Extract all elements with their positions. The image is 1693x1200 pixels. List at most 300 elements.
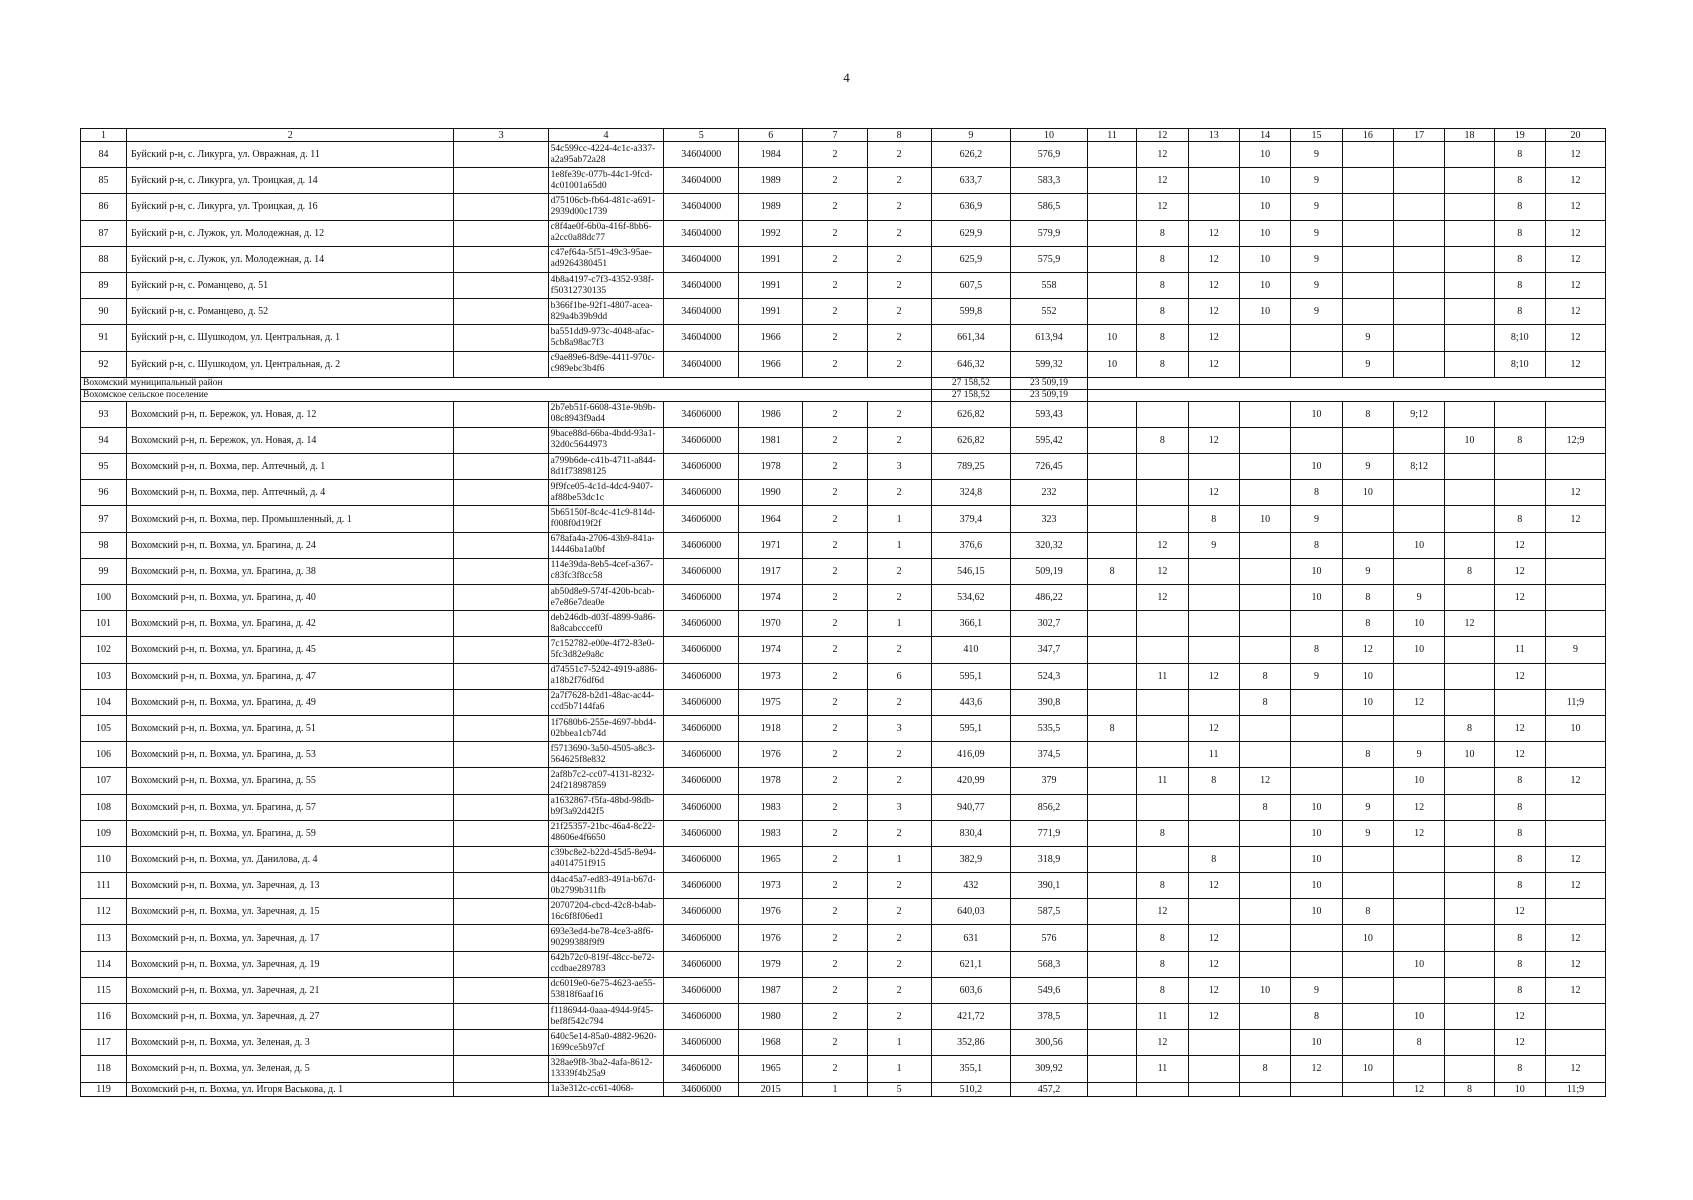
table-cell — [1291, 351, 1342, 377]
oktmo-cell: 34604000 — [664, 325, 739, 351]
table-row — [81, 820, 1606, 846]
table-cell: 2 — [867, 401, 931, 427]
table-cell — [1087, 506, 1136, 532]
table-cell: 8 — [1188, 506, 1239, 532]
living-area-cell: 771,9 — [1010, 820, 1087, 846]
table-cell — [1087, 1004, 1136, 1030]
oktmo-cell: 34604000 — [664, 142, 739, 168]
row-number: 107 — [81, 768, 127, 794]
table-cell — [1445, 1004, 1494, 1030]
total-area-cell: 510,2 — [931, 1082, 1010, 1096]
column-number: 12 — [1137, 129, 1188, 142]
table-cell: 2 — [803, 351, 867, 377]
table-cell — [1445, 925, 1494, 951]
column-number: 16 — [1342, 129, 1393, 142]
total-area-cell: 629,9 — [931, 220, 1010, 246]
address-cell: Вохомский р-н, п. Вохма, ул. Зеленая, д. 3 — [127, 1030, 454, 1056]
table-cell — [1188, 611, 1239, 637]
living-area-cell: 583,3 — [1010, 168, 1087, 194]
table-row — [81, 1056, 1606, 1082]
table-cell — [1188, 689, 1239, 715]
table-cell: 12 — [1545, 272, 1605, 298]
table-cell: 2 — [867, 768, 931, 794]
fias-code-cell: 642b72c0-819f-48cc-be72-ccdbae289783 — [548, 951, 664, 977]
table-cell — [1188, 1056, 1239, 1082]
table-cell — [454, 925, 548, 951]
table-cell — [1291, 611, 1342, 637]
oktmo-cell: 34606000 — [664, 925, 739, 951]
table-cell: 8 — [1394, 1030, 1445, 1056]
table-cell: 8 — [1291, 480, 1342, 506]
district-subtotal-row-living-area: 23 509,19 — [1010, 377, 1087, 389]
row-number: 112 — [81, 899, 127, 925]
table-cell — [454, 951, 548, 977]
table-cell: 11 — [1137, 1056, 1188, 1082]
table-cell — [1239, 454, 1290, 480]
table-cell — [1188, 899, 1239, 925]
table-cell — [1342, 272, 1393, 298]
table-cell — [1394, 899, 1445, 925]
total-area-cell: 626,82 — [931, 427, 1010, 453]
table-cell — [1342, 951, 1393, 977]
column-number: 9 — [931, 129, 1010, 142]
table-row — [81, 1082, 1606, 1096]
oktmo-cell: 34606000 — [664, 401, 739, 427]
living-area-cell: 300,56 — [1010, 1030, 1087, 1056]
column-number: 1 — [81, 129, 127, 142]
table-cell — [1494, 611, 1545, 637]
year-cell: 1964 — [739, 506, 803, 532]
table-row — [81, 168, 1606, 194]
fias-code-cell: 5b65150f-8c4c-41c9-814d-f008f0d19f2f — [548, 506, 664, 532]
fias-code-cell: 678afa4a-2706-43b9-841a-14446ba1a0bf — [548, 532, 664, 558]
table-cell: 2 — [803, 1004, 867, 1030]
year-cell: 1965 — [739, 1056, 803, 1082]
table-cell: 12 — [1394, 1082, 1445, 1096]
table-cell — [1239, 846, 1290, 872]
living-area-cell: 309,92 — [1010, 1056, 1087, 1082]
settlement-subtotal-row-living-area: 23 509,19 — [1010, 389, 1087, 401]
table-cell: 9 — [1342, 820, 1393, 846]
living-area-cell: 599,32 — [1010, 351, 1087, 377]
table-cell: 10 — [1291, 846, 1342, 872]
row-number: 116 — [81, 1004, 127, 1030]
table-cell — [454, 689, 548, 715]
year-cell: 1991 — [739, 246, 803, 272]
column-number: 6 — [739, 129, 803, 142]
table-cell — [454, 873, 548, 899]
oktmo-cell: 34606000 — [664, 742, 739, 768]
living-area-cell: 586,5 — [1010, 194, 1087, 220]
table-cell — [1342, 873, 1393, 899]
living-area-cell: 390,1 — [1010, 873, 1087, 899]
living-area-cell: 524,3 — [1010, 663, 1087, 689]
table-cell — [1087, 742, 1136, 768]
table-cell: 2 — [867, 977, 931, 1003]
living-area-cell: 552 — [1010, 299, 1087, 325]
table-cell — [1087, 977, 1136, 1003]
address-cell: Буйский р-н, с. Ликурга, ул. Овражная, д. 11 — [127, 142, 454, 168]
table-cell: 9 — [1342, 351, 1393, 377]
oktmo-cell: 34606000 — [664, 454, 739, 480]
table-cell: 10 — [1445, 742, 1494, 768]
table-cell: 8 — [1087, 715, 1136, 741]
table-row — [81, 637, 1606, 663]
table-cell: 12 — [1394, 820, 1445, 846]
district-subtotal-row-label: Вохомский муниципальный район — [81, 377, 932, 389]
row-number: 110 — [81, 846, 127, 872]
row-number: 86 — [81, 194, 127, 220]
table-cell: 2 — [803, 220, 867, 246]
fias-code-cell: 640c5e14-85a0-4882-9620-1699ce5b97cf — [548, 1030, 664, 1056]
table-cell — [1342, 715, 1393, 741]
table-cell: 10 — [1342, 1056, 1393, 1082]
table-cell: 12 — [1494, 532, 1545, 558]
table-cell — [1494, 689, 1545, 715]
row-number: 105 — [81, 715, 127, 741]
table-cell: 8 — [1239, 663, 1290, 689]
table-cell: 9 — [1291, 246, 1342, 272]
year-cell: 1970 — [739, 611, 803, 637]
table-cell: 2 — [867, 899, 931, 925]
column-number: 19 — [1494, 129, 1545, 142]
total-area-cell: 595,1 — [931, 715, 1010, 741]
fias-code-cell: ba551dd9-973c-4048-afac-5cb8a98ac7f3 — [548, 325, 664, 351]
table-row — [81, 480, 1606, 506]
table-cell — [1342, 977, 1393, 1003]
table-cell: 2 — [803, 611, 867, 637]
table-cell: 11 — [1494, 637, 1545, 663]
oktmo-cell: 34606000 — [664, 532, 739, 558]
year-cell: 1986 — [739, 401, 803, 427]
table-cell — [454, 506, 548, 532]
fias-code-cell: 2af8b7c2-cc07-4131-8232-24f218987859 — [548, 768, 664, 794]
table-cell — [1239, 637, 1290, 663]
year-cell: 1917 — [739, 558, 803, 584]
table-cell — [1342, 142, 1393, 168]
table-cell — [454, 558, 548, 584]
total-area-cell: 421,72 — [931, 1004, 1010, 1030]
fias-code-cell: 20707204-cbcd-42c8-b4ab-16c6f8f06ed1 — [548, 899, 664, 925]
table-cell — [1239, 427, 1290, 453]
table-cell: 2 — [867, 742, 931, 768]
table-cell: 2 — [867, 637, 931, 663]
address-cell: Вохомский р-н, п. Вохма, пер. Аптечный, д. 4 — [127, 480, 454, 506]
table-cell: 2 — [867, 820, 931, 846]
address-cell: Буйский р-н, с. Романцево, д. 52 — [127, 299, 454, 325]
table-cell: 8 — [1494, 220, 1545, 246]
table-cell: 10 — [1239, 168, 1290, 194]
table-cell — [1342, 506, 1393, 532]
table-cell — [1137, 401, 1188, 427]
table-row — [81, 1030, 1606, 1056]
table-cell: 12 — [1188, 873, 1239, 899]
table-cell: 8 — [1494, 977, 1545, 1003]
table-cell: 12 — [1545, 768, 1605, 794]
table-cell: 1 — [803, 1082, 867, 1096]
oktmo-cell: 34606000 — [664, 1004, 739, 1030]
table-cell — [1545, 1030, 1605, 1056]
oktmo-cell: 34604000 — [664, 272, 739, 298]
table-cell: 10 — [1239, 246, 1290, 272]
table-cell: 10 — [1239, 272, 1290, 298]
table-cell — [1394, 663, 1445, 689]
table-cell: 10 — [1239, 194, 1290, 220]
table-cell: 8 — [1291, 637, 1342, 663]
year-cell: 1974 — [739, 585, 803, 611]
table-cell — [1239, 1030, 1290, 1056]
table-cell — [1394, 299, 1445, 325]
year-cell: 1965 — [739, 846, 803, 872]
table-cell: 10 — [1087, 325, 1136, 351]
table-cell — [1394, 558, 1445, 584]
table-cell: 12 — [1188, 272, 1239, 298]
fias-code-cell: f1186944-0aaa-4944-9f45-bef8f542c794 — [548, 1004, 664, 1030]
address-cell: Вохомский р-н, п. Вохма, ул. Заречная, д. 21 — [127, 977, 454, 1003]
table-cell: 8 — [1137, 925, 1188, 951]
table-cell — [1291, 951, 1342, 977]
fias-code-cell: b366f1be-92f1-4807-acea-829a4b39b9dd — [548, 299, 664, 325]
table-cell: 8;10 — [1494, 351, 1545, 377]
table-cell: 11 — [1137, 663, 1188, 689]
table-cell — [1087, 480, 1136, 506]
fias-code-cell: 54c599cc-4224-4c1c-a337-a2a95ab72a28 — [548, 142, 664, 168]
fias-code-cell: c8f4ae0f-6b0a-416f-8bb6-a2cc0a88dc77 — [548, 220, 664, 246]
table-cell — [1394, 925, 1445, 951]
table-cell — [1087, 689, 1136, 715]
living-area-cell: 568,3 — [1010, 951, 1087, 977]
table-cell: 10 — [1394, 951, 1445, 977]
table-cell: 12 — [1188, 220, 1239, 246]
table-cell: 12 — [1545, 977, 1605, 1003]
total-area-cell: 603,6 — [931, 977, 1010, 1003]
year-cell: 1966 — [739, 351, 803, 377]
column-number: 3 — [454, 129, 548, 142]
total-area-cell: 355,1 — [931, 1056, 1010, 1082]
oktmo-cell: 34606000 — [664, 794, 739, 820]
table-row — [81, 742, 1606, 768]
table-cell: 12 — [1494, 663, 1545, 689]
table-cell — [1445, 899, 1494, 925]
row-number: 104 — [81, 689, 127, 715]
table-cell: 12 — [1545, 873, 1605, 899]
table-cell: 12;9 — [1545, 427, 1605, 453]
table-cell — [1087, 663, 1136, 689]
address-cell: Вохомский р-н, п. Вохма, ул. Брагина, д. 24 — [127, 532, 454, 558]
total-area-cell: 646,32 — [931, 351, 1010, 377]
oktmo-cell: 34606000 — [664, 427, 739, 453]
total-area-cell: 410 — [931, 637, 1010, 663]
table-cell: 2 — [867, 925, 931, 951]
fias-code-cell: 21f25357-21bc-46a4-8c22-48606e4f6650 — [548, 820, 664, 846]
table-row — [81, 663, 1606, 689]
table-cell — [1137, 637, 1188, 663]
table-cell: 10 — [1291, 454, 1342, 480]
table-cell — [1087, 1082, 1136, 1096]
table-cell: 2 — [803, 873, 867, 899]
table-row — [81, 611, 1606, 637]
table-cell — [1188, 194, 1239, 220]
year-cell: 1991 — [739, 272, 803, 298]
table-cell: 8 — [1291, 532, 1342, 558]
table-row — [81, 689, 1606, 715]
table-cell: 12 — [1545, 220, 1605, 246]
table-cell — [1394, 846, 1445, 872]
table-row — [81, 272, 1606, 298]
table-cell — [454, 401, 548, 427]
table-cell: 2 — [867, 480, 931, 506]
table-cell — [1239, 715, 1290, 741]
total-area-cell: 443,6 — [931, 689, 1010, 715]
living-area-cell: 587,5 — [1010, 899, 1087, 925]
row-number: 100 — [81, 585, 127, 611]
oktmo-cell: 34606000 — [664, 820, 739, 846]
year-cell: 1980 — [739, 1004, 803, 1030]
table-cell — [1394, 1056, 1445, 1082]
living-area-cell: 323 — [1010, 506, 1087, 532]
table-cell: 9 — [1291, 168, 1342, 194]
table-cell — [1445, 820, 1494, 846]
total-area-cell: 625,9 — [931, 246, 1010, 272]
table-cell — [454, 454, 548, 480]
table-cell — [1291, 325, 1342, 351]
living-area-cell: 320,32 — [1010, 532, 1087, 558]
table-cell — [1291, 427, 1342, 453]
table-cell — [1291, 1082, 1342, 1096]
address-cell: Вохомский р-н, п. Вохма, пер. Аптечный, д. 1 — [127, 454, 454, 480]
table-row — [81, 715, 1606, 741]
district-subtotal-row-blank — [1087, 377, 1605, 389]
address-cell: Вохомский р-н, п. Бережок, ул. Новая, д. 12 — [127, 401, 454, 427]
table-cell: 12 — [1494, 715, 1545, 741]
oktmo-cell: 34606000 — [664, 611, 739, 637]
year-cell: 1975 — [739, 689, 803, 715]
settlement-subtotal-row — [81, 389, 1606, 401]
year-cell: 1989 — [739, 168, 803, 194]
table-cell — [454, 532, 548, 558]
column-number: 10 — [1010, 129, 1087, 142]
table-cell — [1394, 977, 1445, 1003]
column-number: 11 — [1087, 129, 1136, 142]
year-cell: 1968 — [739, 1030, 803, 1056]
column-number-header — [81, 129, 1606, 142]
table-cell: 8 — [1087, 558, 1136, 584]
table-cell: 2 — [803, 715, 867, 741]
column-number: 4 — [548, 129, 664, 142]
table-cell — [1445, 168, 1494, 194]
table-cell: 10 — [1394, 1004, 1445, 1030]
fias-code-cell: 9bace88d-66ba-4bdd-93a1-32d0c5644973 — [548, 427, 664, 453]
table-cell — [1087, 168, 1136, 194]
table-cell — [1545, 454, 1605, 480]
table-row — [81, 768, 1606, 794]
table-cell — [1137, 1082, 1188, 1096]
fias-code-cell: c39bc8e2-b22d-45d5-8e94-a4014751f915 — [548, 846, 664, 872]
table-row — [81, 401, 1606, 427]
table-cell — [1239, 1082, 1290, 1096]
total-area-cell: 607,5 — [931, 272, 1010, 298]
table-body — [81, 129, 1606, 1097]
table-cell — [1087, 194, 1136, 220]
oktmo-cell: 34606000 — [664, 1056, 739, 1082]
table-cell: 2 — [803, 637, 867, 663]
table-cell — [1239, 558, 1290, 584]
table-row — [81, 873, 1606, 899]
column-number: 14 — [1239, 129, 1290, 142]
address-cell: Вохомский р-н, п. Вохма, ул. Заречная, д. 17 — [127, 925, 454, 951]
table-cell — [1239, 325, 1290, 351]
register-table — [80, 128, 1606, 1097]
address-cell: Вохомский р-н, п. Вохма, ул. Брагина, д. 59 — [127, 820, 454, 846]
row-number: 91 — [81, 325, 127, 351]
living-area-cell: 593,43 — [1010, 401, 1087, 427]
table-cell — [1087, 820, 1136, 846]
table-cell — [1445, 1056, 1494, 1082]
address-cell: Вохомский р-н, п. Вохма, ул. Игоря Васькова, д. 1 — [127, 1082, 454, 1096]
row-number: 92 — [81, 351, 127, 377]
table-cell — [454, 585, 548, 611]
table-cell: 12 — [1188, 299, 1239, 325]
table-cell — [1239, 951, 1290, 977]
table-cell — [1445, 272, 1494, 298]
table-cell — [1545, 742, 1605, 768]
table-cell: 11 — [1188, 742, 1239, 768]
table-cell: 10 — [1394, 768, 1445, 794]
table-cell: 5 — [867, 1082, 931, 1096]
table-cell — [454, 194, 548, 220]
address-cell: Вохомский р-н, п. Вохма, ул. Заречная, д. 13 — [127, 873, 454, 899]
column-number: 18 — [1445, 129, 1494, 142]
living-area-cell: 378,5 — [1010, 1004, 1087, 1030]
table-cell: 10 — [1394, 532, 1445, 558]
fias-code-cell: 1a3e312c-cc61-4068- — [548, 1082, 664, 1096]
fias-code-cell: d74551c7-5242-4919-a886-a18b2f76df6d — [548, 663, 664, 689]
page-number: 4 — [843, 70, 850, 85]
total-area-cell: 324,8 — [931, 480, 1010, 506]
total-area-cell: 432 — [931, 873, 1010, 899]
table-cell: 2 — [867, 299, 931, 325]
table-cell — [1342, 168, 1393, 194]
living-area-cell: 390,8 — [1010, 689, 1087, 715]
table-cell: 12 — [1494, 899, 1545, 925]
address-cell: Буйский р-н, с. Лужок, ул. Молодежная, д. 14 — [127, 246, 454, 272]
living-area-cell: 595,42 — [1010, 427, 1087, 453]
fias-code-cell: deb246db-d03f-4899-9a86-8a8cabcccef0 — [548, 611, 664, 637]
row-number: 113 — [81, 925, 127, 951]
fias-code-cell: 7c152782-e00e-4f72-83e0-5fc3d82e9a8c — [548, 637, 664, 663]
table-cell — [1545, 820, 1605, 846]
table-row — [81, 325, 1606, 351]
table-cell: 2 — [803, 689, 867, 715]
table-cell — [1087, 299, 1136, 325]
table-cell — [1445, 351, 1494, 377]
table-cell: 10 — [1239, 142, 1290, 168]
table-cell — [1445, 325, 1494, 351]
table-cell: 9 — [1342, 454, 1393, 480]
table-cell — [1087, 768, 1136, 794]
living-area-cell: 576 — [1010, 925, 1087, 951]
table-cell: 8 — [1494, 846, 1545, 872]
table-cell — [454, 480, 548, 506]
oktmo-cell: 34604000 — [664, 168, 739, 194]
table-cell — [1545, 585, 1605, 611]
table-cell: 2 — [803, 194, 867, 220]
year-cell: 1976 — [739, 925, 803, 951]
year-cell: 1976 — [739, 742, 803, 768]
table-cell: 8 — [1342, 585, 1393, 611]
table-cell — [1445, 663, 1494, 689]
address-cell: Буйский р-н, с. Лужок, ул. Молодежная, д. 12 — [127, 220, 454, 246]
